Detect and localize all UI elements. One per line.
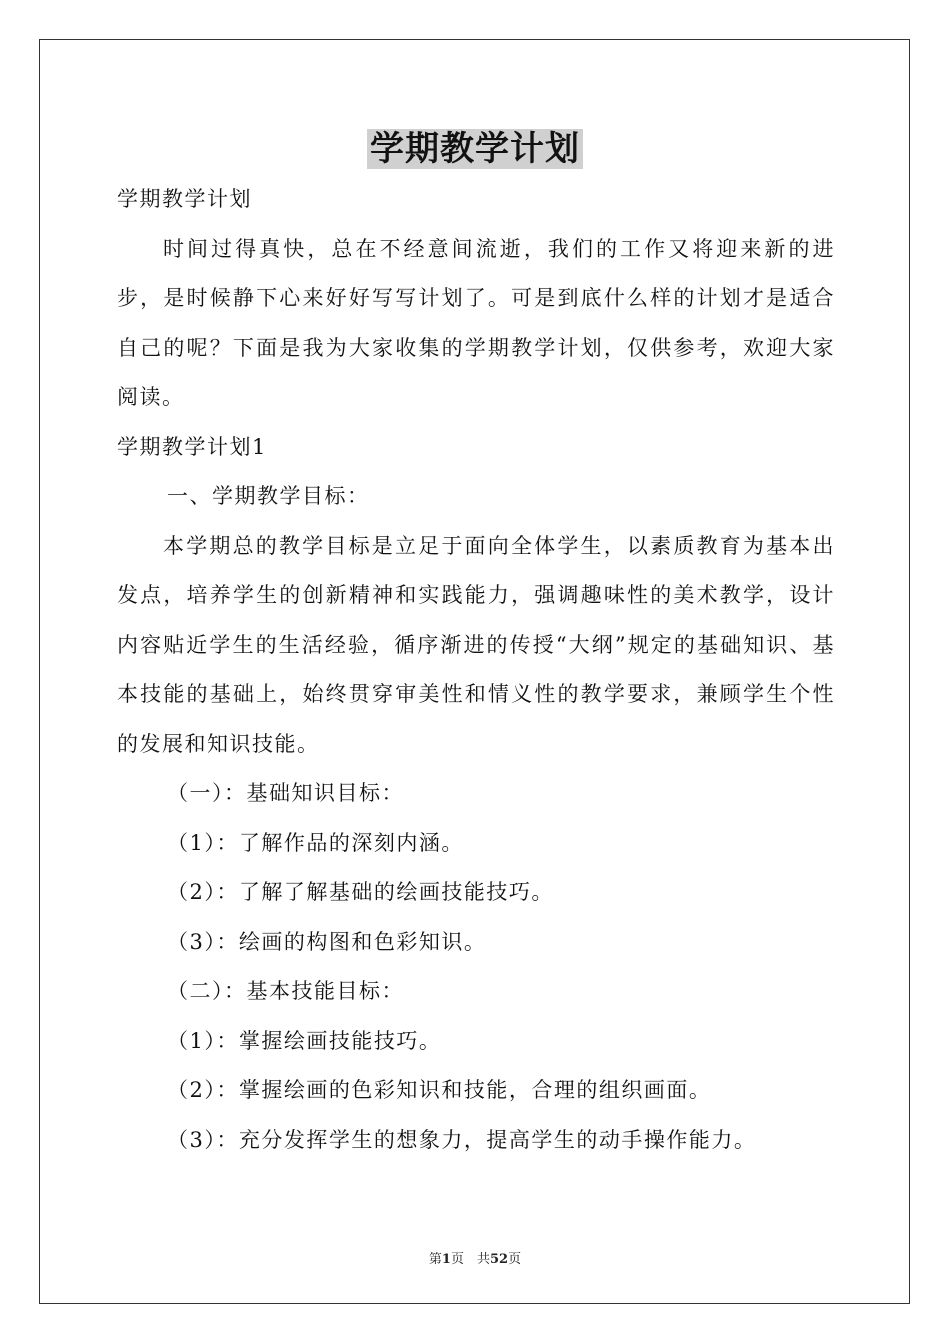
skill-heading: （二）：基本技能目标： <box>167 979 404 1003</box>
document-title <box>0 127 950 171</box>
knowledge-item: （2）：了解了解基础的绘画技能技巧。 <box>167 880 554 904</box>
footer-mid: 页 共 <box>450 1252 490 1267</box>
knowledge-item: （3）：绘画的构图和色彩知识。 <box>167 929 487 954</box>
skill-item: （2）：掌握绘画的色彩知识和技能，合理的组织画面。 <box>167 1078 712 1102</box>
document-title-text: 学期教学计划 <box>367 129 583 169</box>
footer-prefix: 第 <box>428 1252 442 1267</box>
page-footer <box>0 1248 950 1267</box>
document-body <box>117 175 835 1165</box>
goal-paragraph: 本学期总的教学目标是立足于面向全体学生，以素质教育为基本出发点，培养学生的创新精神和实践能力，强调趣味性的美术教学，设计内容贴近学生的生活经验，循序渐进的传授“大纲”规定的基础知识、基本技能的基础上，始终贯穿审美性和情义性的教学要求，兼顾学生个性的发展和知识技能。 <box>117 533 835 756</box>
skill-item: （1）：掌握绘画技能技巧。 <box>167 1028 442 1053</box>
page-total: 52 <box>489 1252 509 1267</box>
page-number: 1 <box>441 1252 451 1267</box>
section-heading: 学期教学计划1 <box>117 434 267 459</box>
goal-heading: 一、学期教学目标： <box>167 484 370 508</box>
intro-paragraph: 时间过得真快，总在不经意间流逝，我们的工作又将迎来新的进步，是时候静下心来好好写写计划了。可是到底什么样的计划才是适合自己的呢？下面是我为大家收集的学期教学计划，仅供参考，欢迎大家阅读。 <box>117 236 835 409</box>
document-subtitle: 学期教学计划 <box>117 187 252 211</box>
knowledge-item: （1）：了解作品的深刻内涵。 <box>167 830 464 855</box>
footer-suffix: 页 <box>508 1252 522 1267</box>
skill-item: （3）：充分发挥学生的想象力，提高学生的动手操作能力。 <box>167 1127 757 1152</box>
knowledge-heading: （一）：基础知识目标： <box>167 781 404 805</box>
